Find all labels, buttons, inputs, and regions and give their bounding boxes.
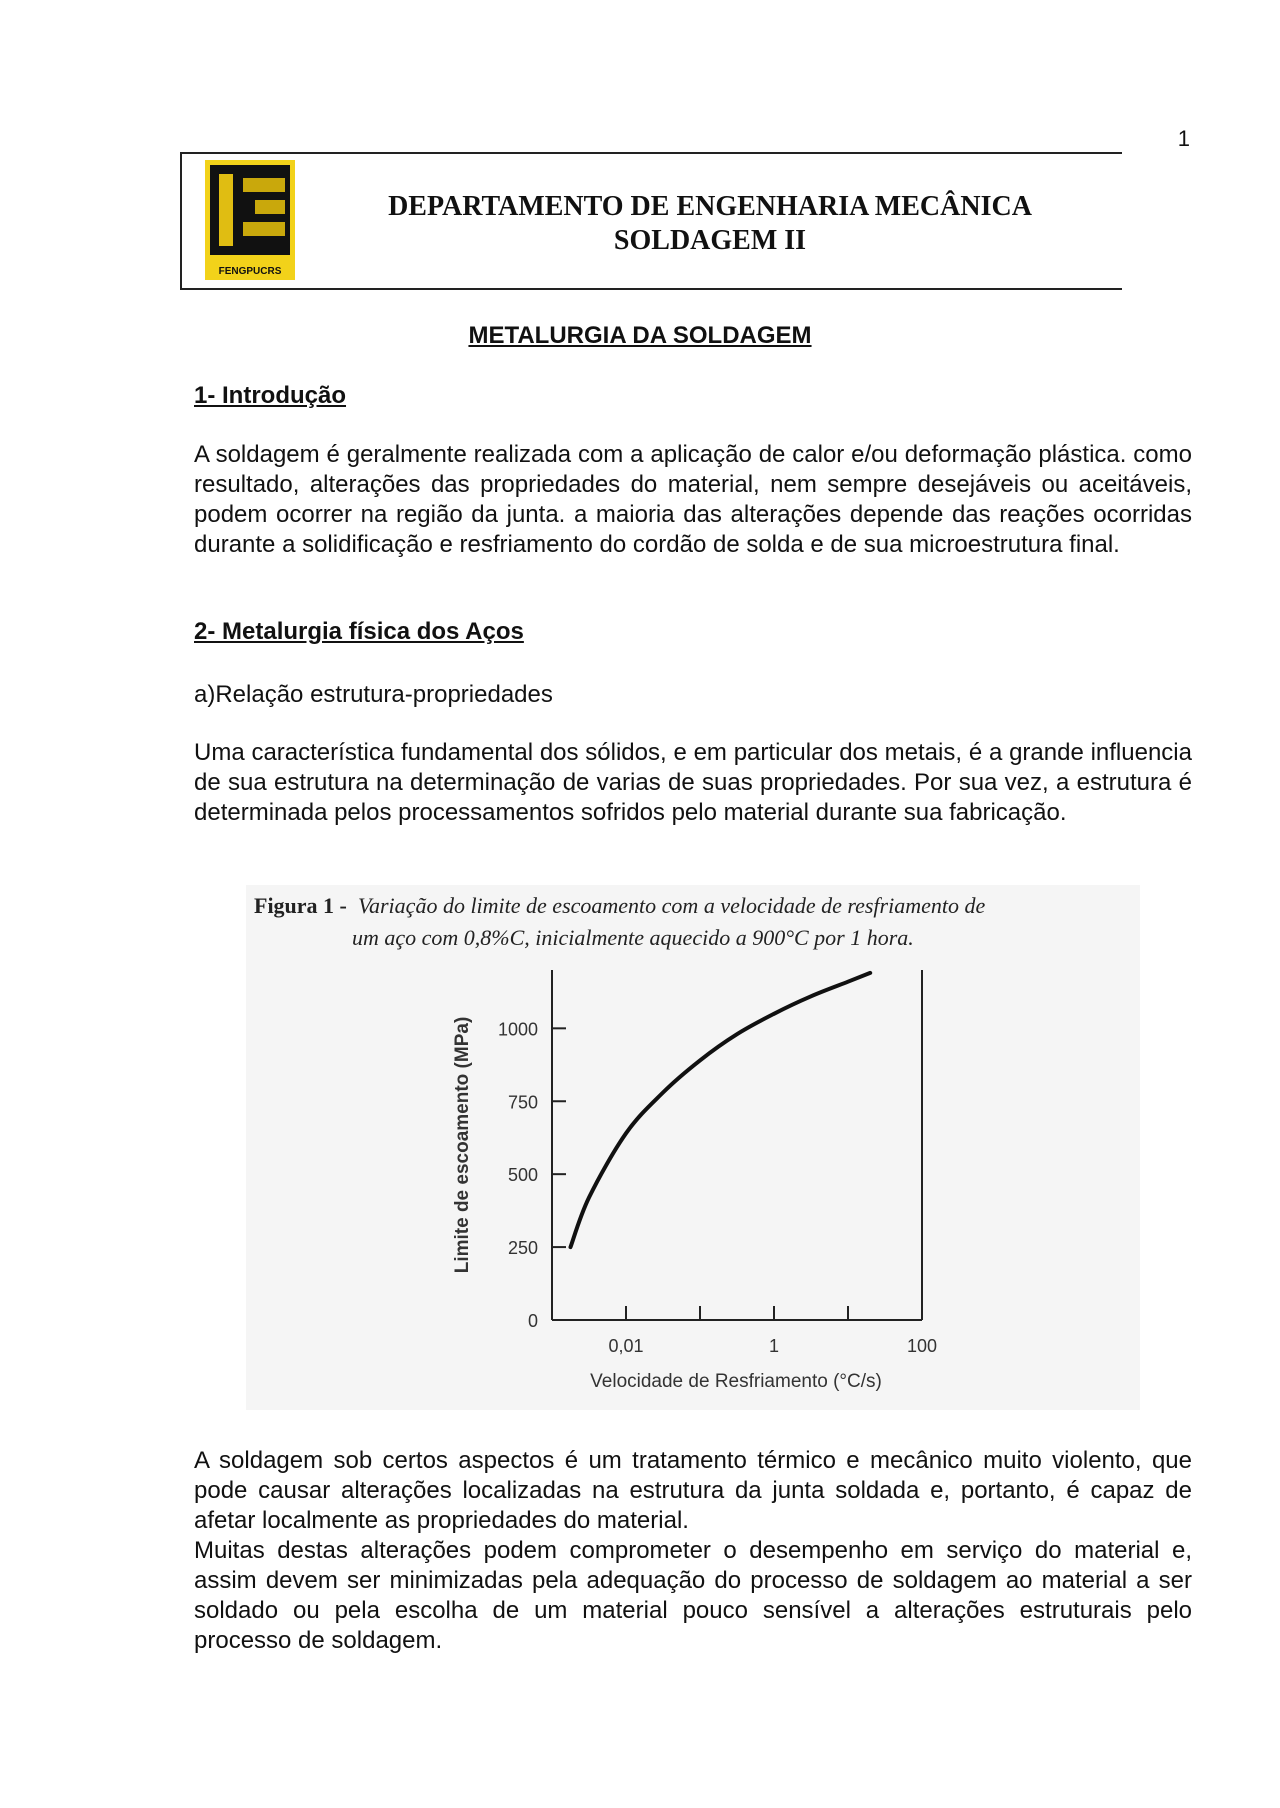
yield-strength-chart [246, 885, 1140, 1410]
header-bottom-rule [180, 288, 1122, 290]
section-heading: 1- Introdução [194, 382, 347, 409]
y-tick-label: 1000 [497, 1019, 538, 1040]
header-title [340, 190, 1080, 258]
figure-title-line-1: Variação do limite de escoamento com a velocidade de resfriamento de [358, 893, 986, 918]
header-top-rule [180, 152, 1122, 154]
x-tick-label: 1 [768, 1336, 780, 1356]
structure-paragraph: Uma característica fundamental dos sólidos, e em particular dos metais, é a grande influencia de sua estrutura na determinação de varias de suas propriedades. Por sua vez, a estrutura é determinada pelos processamentos sofridos pelo material durante sua fabricação. [194, 739, 1192, 826]
series-line [571, 973, 871, 1247]
figure-title-line-2: um aço com 0,8%C, inicialmente aquecido a 900°C por 1 hora. [352, 925, 914, 950]
subsection-heading: a)Relação estrutura-propriedades [194, 681, 553, 708]
y-tick-label: 500 [507, 1165, 538, 1186]
x-tick-label: 0,01 [608, 1336, 644, 1356]
x-ticks [608, 1306, 937, 1356]
y-tick-label: 0 [527, 1311, 538, 1331]
welding-paragraph-2: Muitas destas alterações podem comprometer o desempenho em serviço do material e, assim devem ser minimizadas pela adequação do processo de soldagem ao material a ser soldado ou pela escolha de um material pouco sensível a alterações estruturais pelo processo de soldagem. [194, 1537, 1192, 1654]
x-tick-label: 100 [906, 1336, 938, 1356]
page-number: 1 [1177, 126, 1190, 151]
course-name: SOLDAGEM II [613, 225, 807, 256]
page-header [180, 152, 1122, 290]
section-2-heading [194, 617, 1192, 647]
section-heading: 2- Metalurgia física dos Aços [194, 618, 524, 645]
welding-paragraph-1: A soldagem sob certos aspectos é um tratamento térmico e mecânico muito violento, que pode causar alterações localizadas na estrutura da junta soldada e, portanto, é capaz de afetar localmente as propriedades do material. [194, 1447, 1192, 1534]
y-tick-label: 250 [507, 1238, 538, 1259]
logo-text: FENGPUCRS [218, 266, 282, 277]
section-1-heading [194, 381, 1192, 411]
x-axis-label: Velocidade de Resfriamento (°C/s) [590, 1371, 882, 1392]
figure-1 [246, 885, 1140, 1410]
header-left-rule [180, 152, 182, 290]
y-tick-label: 750 [507, 1092, 538, 1113]
department-name: DEPARTAMENTO DE ENGENHARIA MECÂNICA [388, 191, 1032, 222]
intro-paragraph: A soldagem é geralmente realizada com a aplicação de calor e/ou deformação plástica. como resultado, alterações das propriedades do material, nem sempre desejáveis ou aceitáveis, podem ocorrer na região da junta. a maioria das alterações depende das reações ocorridas durante a solidificação e resfriamento do cordão de solda e de sua microestrutura final. [194, 441, 1192, 558]
y-axis-label: Limite de escoamento (MPa) [452, 1016, 473, 1274]
fengpucrs-logo [205, 160, 295, 280]
figure-label: Figura 1 - [254, 893, 347, 918]
document-title: METALURGIA DA SOLDAGEM [468, 322, 812, 349]
y-ticks [498, 1019, 566, 1331]
